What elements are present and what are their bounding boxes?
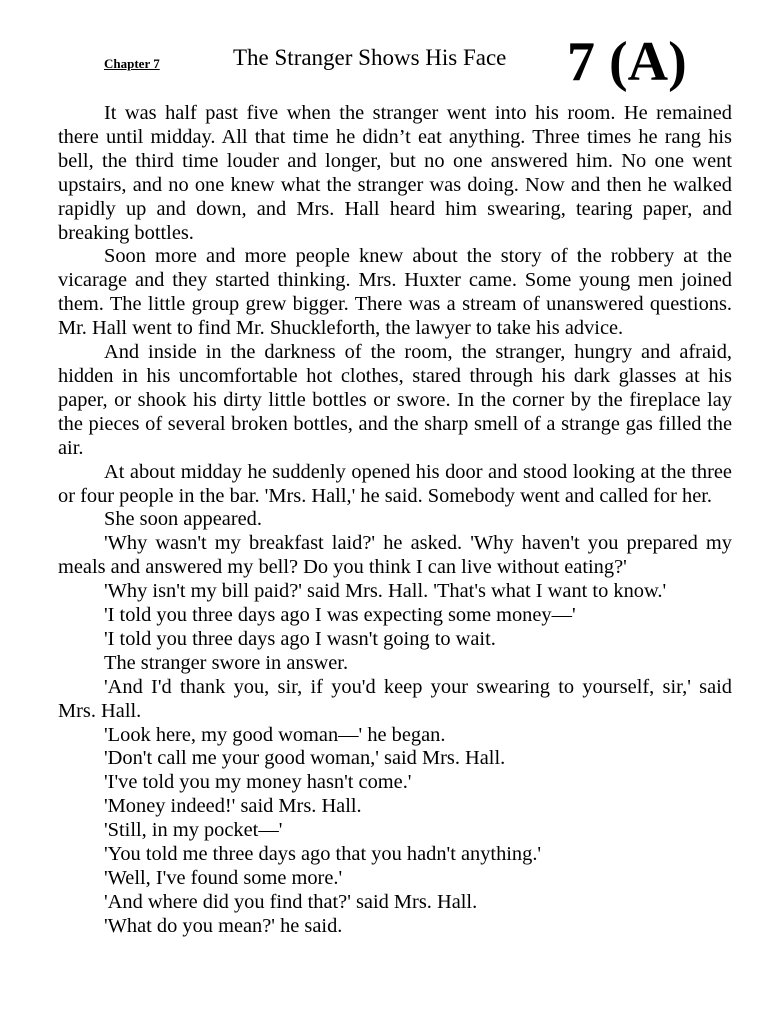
- paragraph: 'Well, I've found some more.': [104, 867, 343, 889]
- chapter-title: The Stranger Shows His Face: [233, 45, 507, 70]
- paragraph: Soon more and more people knew about the story of the robbery at the vicarage and they started thinking. Mrs. Huxter came. Some young men joined them. The little group grew bigger. There was a stream of unanswered questions. Mr. Hall went to find Mr. Shuckleforth, the lawyer to take his advice.: [58, 245, 732, 340]
- paragraph: She soon appeared.: [104, 508, 262, 531]
- body-text: [58, 102, 732, 939]
- paragraph: 'Still, in my pocket—': [104, 819, 283, 842]
- paragraph: The stranger swore in answer.: [104, 651, 349, 674]
- paragraph: 'I told you three days ago I wasn't going to wait.: [104, 627, 496, 650]
- paragraph: 'And I'd thank you, sir, if you'd keep your swearing to yourself, sir,' said Mrs. Hall.: [58, 675, 732, 722]
- paragraph: 'Money indeed!' said Mrs. Hall.: [104, 795, 362, 818]
- paragraph: 'Why isn't my bill paid?' said Mrs. Hall. 'That's what I want to know.': [104, 580, 667, 603]
- paragraph: It was half past five when the stranger went into his room. He remained there until midday. All that time he didn’t eat anything. Three times he rang his bell, the third time louder and longer, but no one answered him. No one went upstairs, and no one knew what the stranger was doing. Now and then he walked rapidly up and down, and Mrs. Hall heard him swearing, tearing paper, and breaking bottles.: [58, 102, 732, 244]
- paragraph: 'I've told you my money hasn't come.': [104, 771, 412, 794]
- paragraph: 'Look here, my good woman—' he began.: [104, 723, 446, 746]
- paragraph: And inside in the darkness of the room, the stranger, hungry and afraid, hidden in his uncomfortable hot clothes, stared through his dark glasses at his paper, or shook his dirty little bottles or swore. In the corner by the fireplace lay the pieces of several broken bottles, and the sharp smell of a strange gas filled the air.: [58, 341, 732, 459]
- paragraph: 'And where did you find that?' said Mrs. Hall.: [104, 890, 478, 913]
- chapter-number: 7 (A): [567, 31, 687, 93]
- paragraph: 'What do you mean?' he said.: [104, 914, 343, 937]
- paragraph: At about midday he suddenly opened his door and stood looking at the three or four people in the bar. 'Mrs. Hall,' he said. Somebody went and called for her.: [58, 460, 732, 507]
- paragraph: 'Don't call me your good woman,' said Mrs. Hall.: [104, 747, 506, 770]
- chapter-label: Chapter 7: [104, 56, 160, 71]
- paragraph: 'You told me three days ago that you hadn't anything.': [104, 843, 542, 866]
- paragraph: 'I told you three days ago I was expecting some money—': [104, 604, 576, 627]
- paragraph: 'Why wasn't my breakfast laid?' he asked. 'Why haven't you prepared my meals and answered my bell? Do you think I can live without eating?': [58, 532, 732, 579]
